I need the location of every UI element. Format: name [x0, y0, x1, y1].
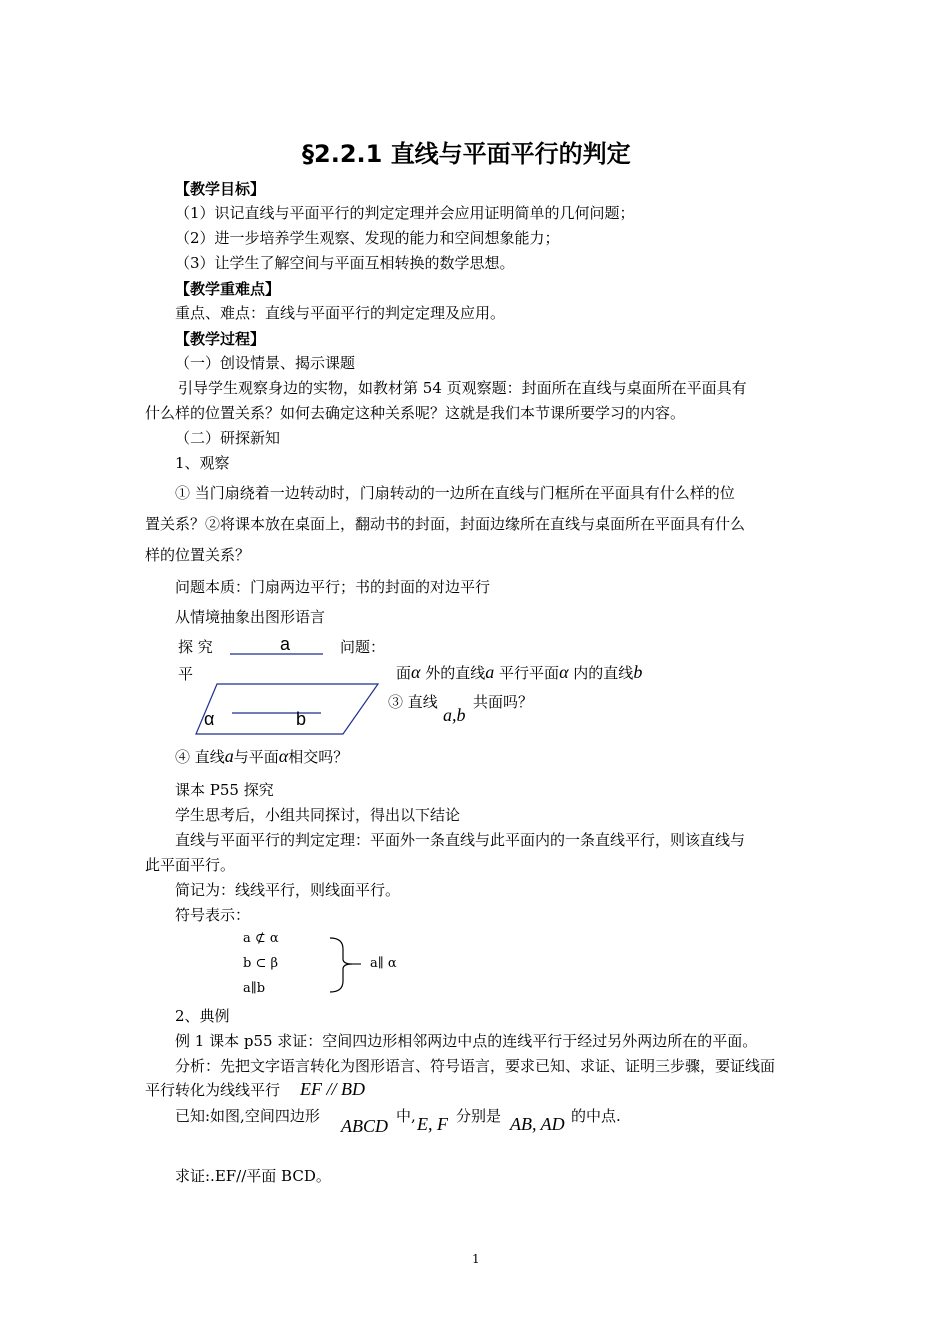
plane-alpha	[196, 684, 378, 734]
short-form: 简记为：线线平行，则线面平行。	[175, 881, 401, 899]
analysis-line-2: 平行转化为线线平行	[145, 1081, 281, 1099]
ping-char: 平	[178, 665, 194, 683]
math-ab-ad: AB, AD	[510, 1114, 565, 1134]
goals-header: 【教学目标】	[175, 180, 266, 198]
example-header: 2、典例	[175, 1007, 230, 1025]
math-a-q4: a	[224, 746, 234, 766]
q3-suffix: 共面吗？	[473, 693, 534, 711]
q3-prefix: ③ 直线	[388, 693, 438, 711]
known-3: 分别是	[456, 1107, 502, 1125]
step-1: （一）创设情景、揭示课题	[175, 354, 356, 372]
question-line-2: 置关系？②将课本放在桌面上，翻动书的封面，封面边缘所在直线与桌面所在平面具有什么	[145, 515, 746, 533]
goal-3: （3）让学生了解空间与平面互相转换的数学思想。	[175, 254, 515, 272]
question-line-1: ① 当门扇绕着一边转动时，门扇转动的一边所在直线与门框所在平面具有什么样的位	[175, 484, 735, 502]
question-word: 问题：	[340, 638, 386, 656]
example-1: 例 1 课本 p55 求证：空间四边形相邻两边中点的连线平行于经过另外两边所在的平面。	[175, 1032, 758, 1050]
explore-label: 探 究	[178, 638, 213, 656]
discuss: 学生思考后，小组共同探讨，得出以下结论	[175, 806, 461, 824]
textbook-ref: 课本 P55 探究	[175, 781, 274, 799]
theorem-line-2: 此平面平行。	[145, 856, 236, 874]
math-b: b	[633, 662, 643, 682]
known-1: 已知:如图,空间四边形	[175, 1107, 320, 1125]
symbol-1: a ⊄ α	[243, 931, 279, 946]
q4-mid: 与平面	[233, 748, 279, 766]
q4-suffix: 相交吗？	[288, 748, 349, 766]
plane-question-part-3: 平行平面	[499, 664, 560, 682]
q4-prefix: ④ 直线	[175, 748, 225, 766]
theorem-line-1: 直线与平面平行的判定定理：平面外一条直线与此平面内的一条直线平行，则该直线与	[175, 831, 746, 849]
figure-label-b: b	[296, 709, 307, 729]
prove: 求证:.EF//平面 BCD。	[175, 1167, 331, 1185]
plane-question-part-1: 面	[396, 664, 412, 682]
page-title: §2.2.1 直线与平面平行的判定	[302, 140, 631, 168]
known-4: 的中点.	[571, 1107, 621, 1125]
goal-2: （2）进一步培养学生观察、发现的能力和空间想象能力；	[175, 229, 560, 247]
question-line-3: 样的位置关系？	[145, 546, 251, 564]
math-a: a	[485, 662, 495, 682]
abstract: 从情境抽象出图形语言	[175, 608, 326, 626]
goal-1: （1）识记直线与平面平行的判定定理并会应用证明简单的几何问题；	[175, 204, 635, 222]
math-alpha: α	[411, 662, 421, 682]
math-abcd: ABCD	[341, 1116, 388, 1136]
symbol-3: a∥b	[243, 981, 266, 996]
observe: 1、观察	[175, 454, 230, 472]
math-ef: E, F	[417, 1114, 448, 1134]
math-alpha-q4: α	[278, 746, 289, 766]
brace-icon	[325, 935, 365, 995]
plane-question	[396, 662, 642, 683]
key-header: 【教学重难点】	[175, 280, 281, 298]
plane-question-part-4: 内的直线	[573, 664, 634, 682]
page-number: 1	[472, 1252, 480, 1266]
symbol-2: b ⊂ β	[243, 956, 278, 971]
figure-label-alpha: α	[204, 709, 215, 729]
key-text: 重点、难点：直线与平面平行的判定定理及应用。	[175, 304, 506, 322]
intro-line-1: 引导学生观察身边的实物，如教材第 54 页观察题：封面所在直线与桌面所在平面具有	[178, 379, 747, 397]
math-ab: a,b	[443, 705, 466, 725]
q4	[175, 746, 348, 767]
plane-question-part-2: 外的直线	[425, 664, 486, 682]
known-2: 中,	[396, 1107, 416, 1125]
step-2: （二）研探新知	[175, 429, 281, 447]
figure-label-a: a	[280, 634, 291, 654]
symbol-label: 符号表示：	[175, 906, 251, 924]
math-ef-bd: EF // BD	[300, 1079, 365, 1099]
process-header: 【教学过程】	[175, 330, 266, 348]
intro-line-2: 什么样的位置关系？如何去确定这种关系呢？这就是我们本节课所要学习的内容。	[145, 404, 686, 422]
analysis-line-1: 分析：先把文字语言转化为图形语言、符号语言，要求已知、求证、证明三步骤，要证线面	[175, 1057, 776, 1075]
math-alpha-2: α	[559, 662, 569, 682]
symbol-result: a∥ α	[370, 956, 397, 971]
essence: 问题本质：门扇两边平行；书的封面的对边平行	[175, 578, 491, 596]
